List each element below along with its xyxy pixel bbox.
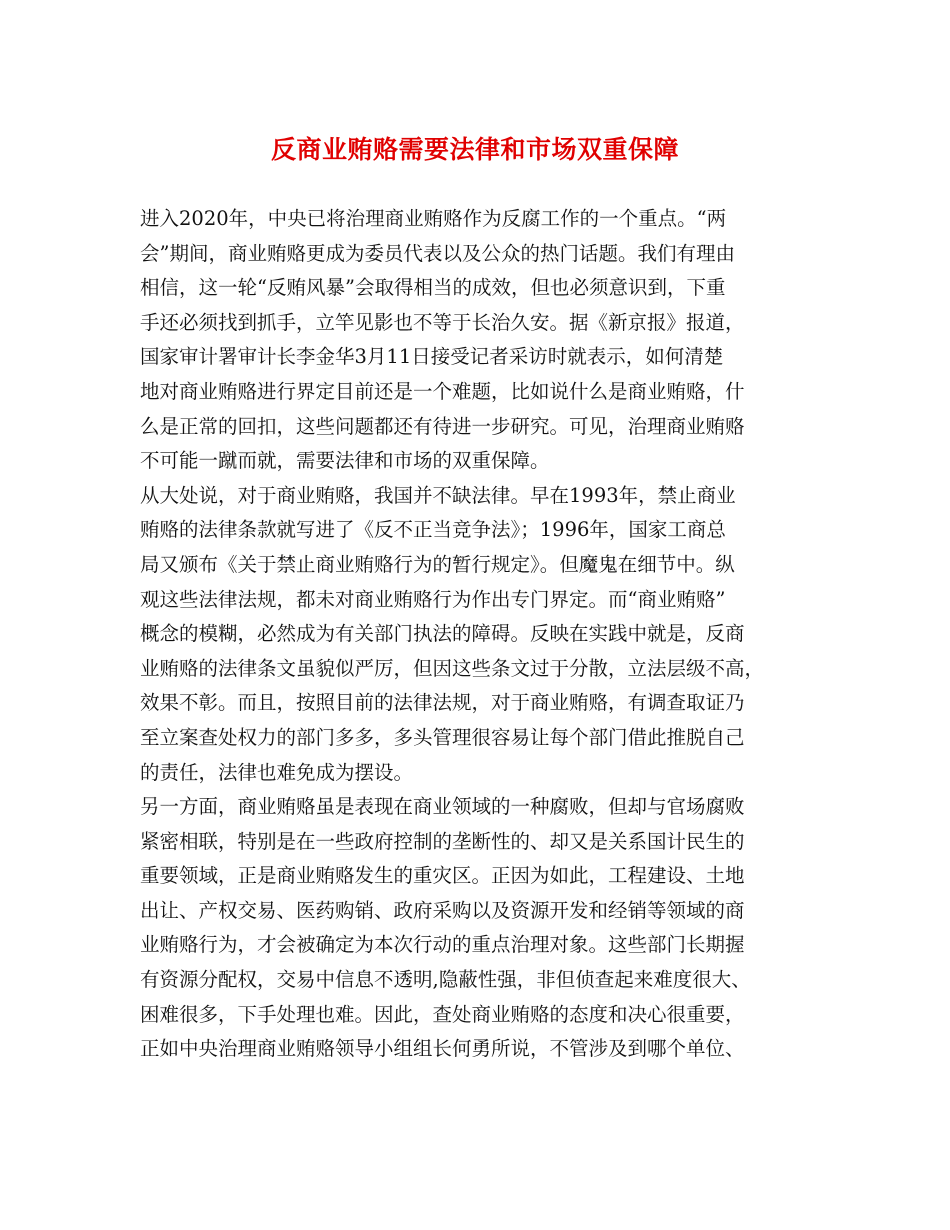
text-line: 贿赂的法律条款就写进了《反不正当竞争法》；1996年，国家工商总	[140, 518, 726, 542]
text-line: 观这些法律法规，都未对商业贿赂行为作出专门界定。而“商业贿赂”	[140, 587, 726, 611]
text-line: 概念的模糊，必然成为有关部门执法的障碍。反映在实践中就是，反商	[140, 622, 745, 646]
text-line: 进入2020年，中央已将治理商业贿赂作为反腐工作的一个重点。“两	[140, 207, 727, 230]
text-line: 国家审计署审计长李金华3月11日接受记者采访时就表示，如何清楚	[140, 345, 724, 369]
text-line: 的责任，法律也难免成为摆设。	[140, 760, 414, 784]
text-line: 有资源分配权，交易中信息不透明,隐蔽性强，非但侦查起来难度很大、	[140, 968, 751, 992]
text-line: 出让、产权交易、医药购销、政府采购以及资源开发和经销等领域的商	[140, 898, 745, 922]
text-line: 局又颁布《关于禁止商业贿赂行为的暂行规定》。但魔鬼在细节中。纵	[140, 552, 735, 576]
text-line: 会”期间，商业贿赂更成为委员代表以及公众的热门话题。我们有理由	[140, 241, 735, 265]
text-line: 不可能一蹴而就，需要法律和市场的双重保障。	[140, 449, 550, 473]
text-line: 另一方面，商业贿赂虽是表现在商业领域的一种腐败，但却与官场腐败	[140, 795, 745, 819]
text-line: 业贿赂行为，才会被确定为本次行动的重点治理对象。这些部门长期握	[140, 933, 745, 957]
text-line: 地对商业贿赂进行界定目前还是一个难题，比如说什么是商业贿赂，什	[140, 379, 745, 403]
text-line: 困难很多，下手处理也难。因此，查处商业贿赂的态度和决心很重要，	[140, 1002, 745, 1026]
document-body	[140, 202, 840, 1067]
text-line: 么是正常的回扣，这些问题都还有待进一步研究。可见，治理商业贿赂	[140, 414, 745, 438]
text-line: 重要领域，正是商业贿赂发生的重灾区。正因为如此，工程建设、土地	[140, 864, 745, 888]
paragraph	[140, 479, 840, 790]
text-line: 业贿赂的法律条文虽貌似严厉，但因这些条文过于分散，立法层级不高，	[140, 656, 765, 680]
text-line: 至立案查处权力的部门多多，多头管理很容易让每个部门借此推脱自己	[140, 725, 745, 749]
text-line: 从大处说，对于商业贿赂，我国并不缺法律。早在1993年，禁止商业	[140, 483, 736, 507]
text-line: 手还必须找到抓手，立竿见影也不等于长治久安。据《新京报》报道，	[140, 310, 745, 334]
document-title: 反商业贿赂需要法律和市场双重保障	[270, 135, 679, 164]
text-line: 紧密相联，特别是在一些政府控制的垄断性的、却又是关系国计民生的	[140, 829, 745, 853]
paragraph	[140, 790, 840, 1067]
text-line: 相信，这一轮“反贿风暴”会取得相当的成效，但也必须意识到，下重	[140, 276, 726, 300]
text-line: 效果不彰。而且，按照目前的法律法规，对于商业贿赂，有调查取证乃	[140, 691, 745, 715]
text-line: 正如中央治理商业贿赂领导小组组长何勇所说，不管涉及到哪个单位、	[140, 1037, 745, 1061]
paragraph	[140, 202, 840, 479]
